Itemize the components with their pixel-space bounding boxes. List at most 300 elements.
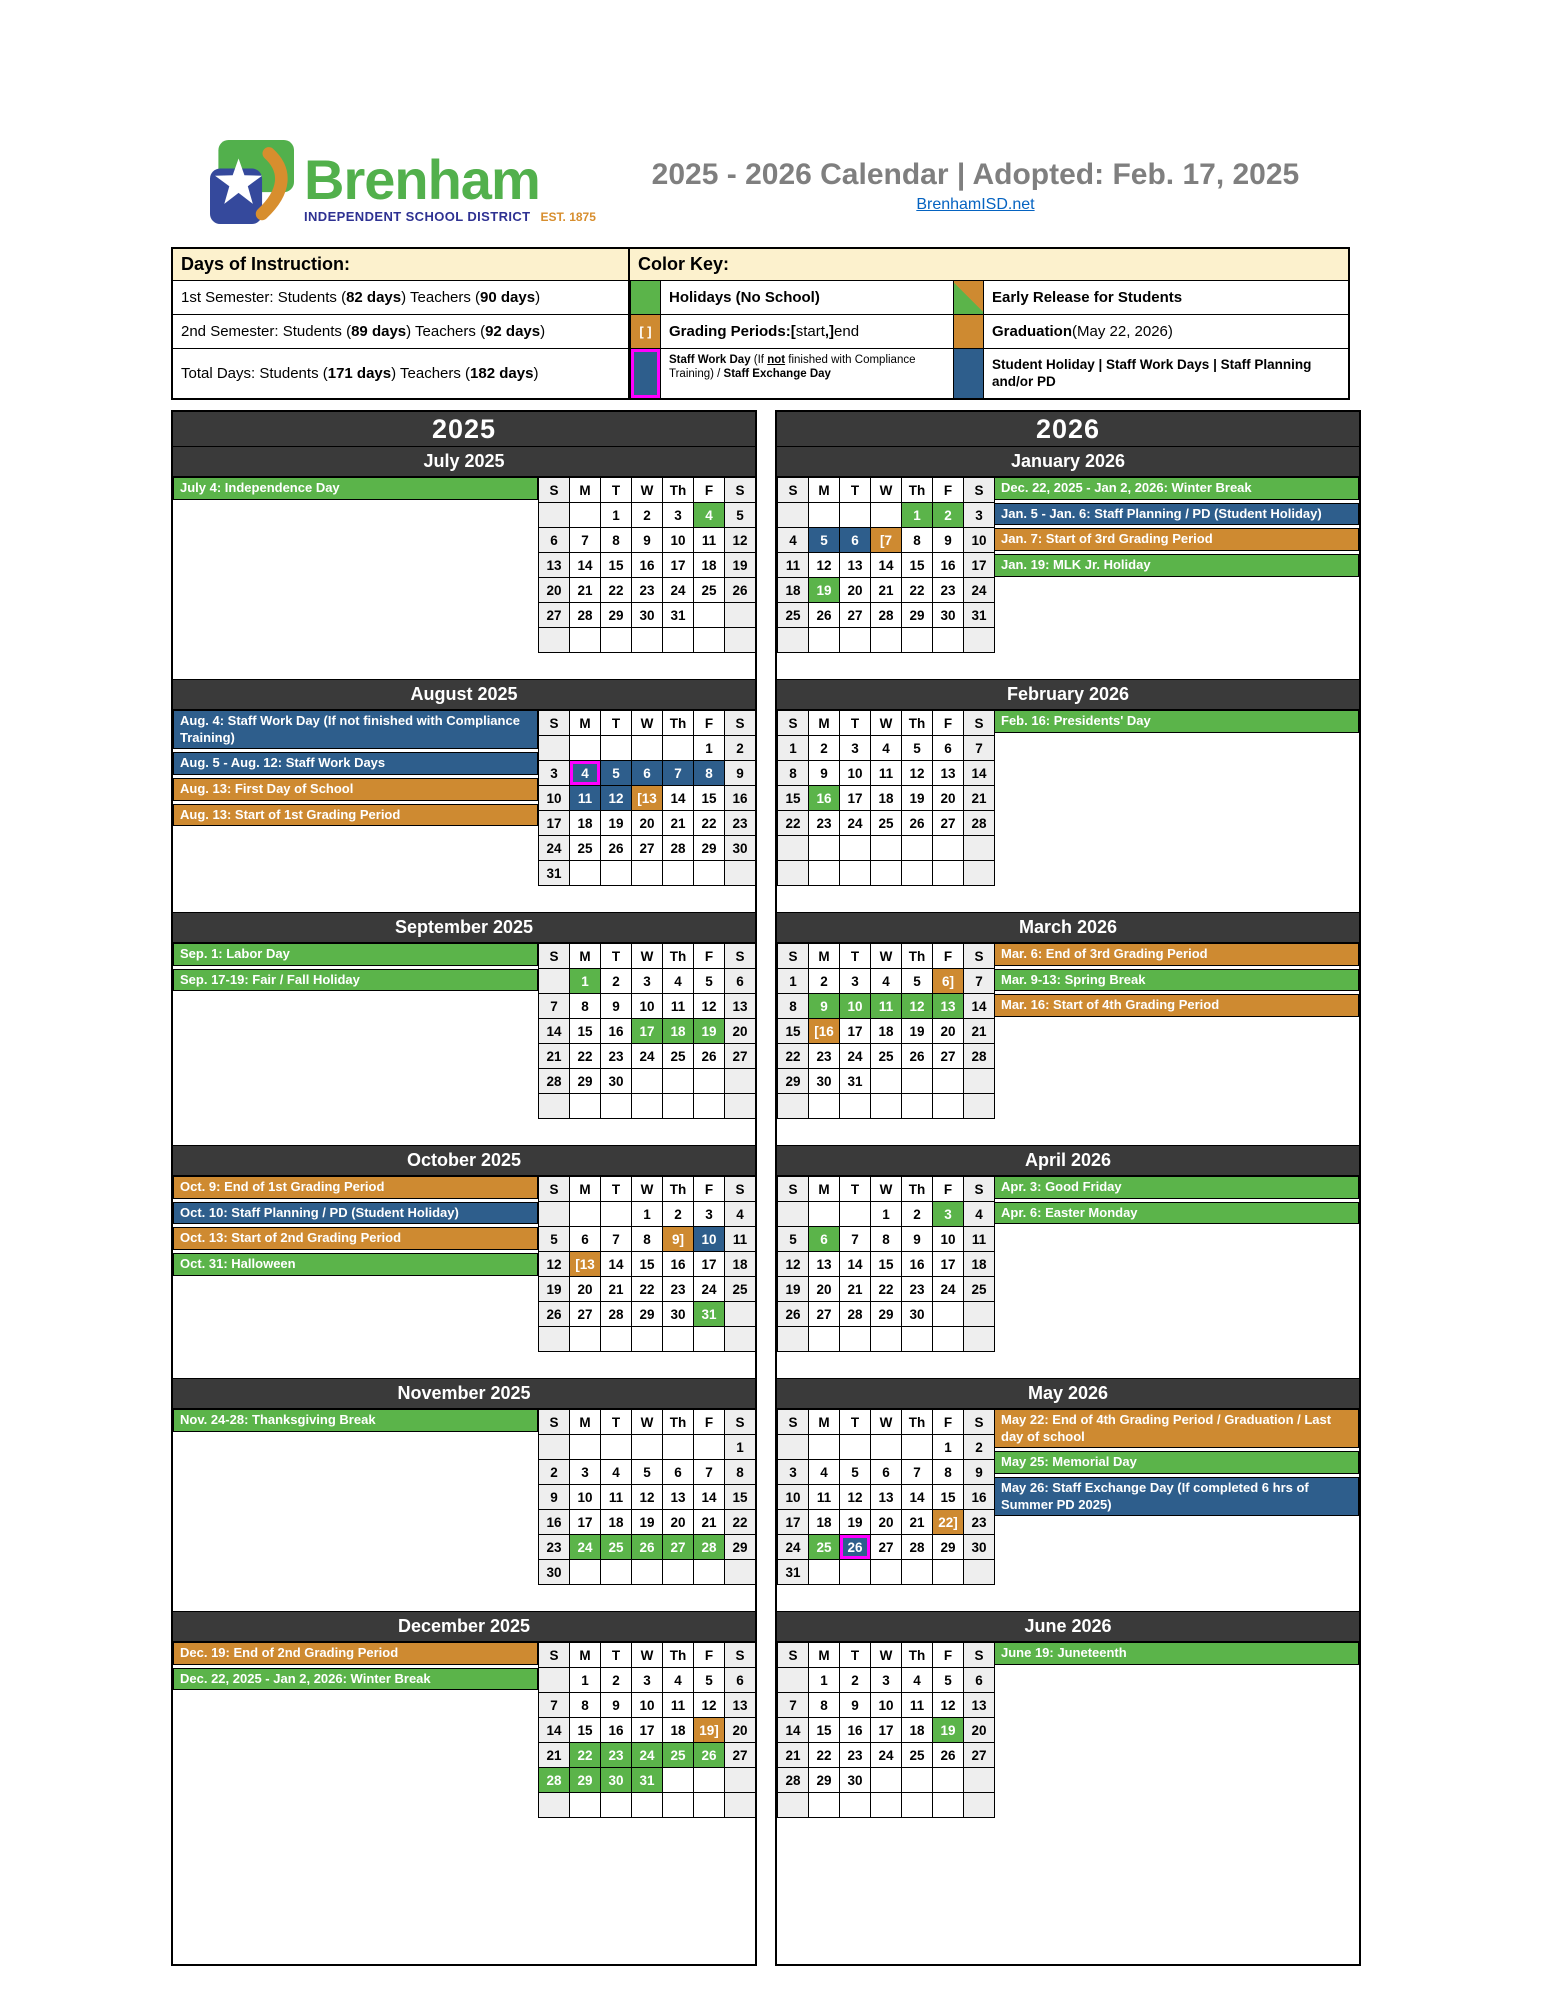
- legend-row-2: [173, 314, 1348, 348]
- day-header-cell: S: [539, 1177, 570, 1202]
- day-header-cell: W: [632, 1410, 663, 1435]
- day-cell: 18: [663, 1019, 694, 1044]
- empty-cell: [809, 1793, 840, 1818]
- empty-cell: [725, 1327, 756, 1352]
- day-header-cell: F: [933, 711, 964, 736]
- day-cell: 14: [778, 1718, 809, 1743]
- semester2-days: 2nd Semester: Students ( 89 days ) Teachers ( 92 days ): [173, 315, 630, 348]
- day-cell: 2: [601, 969, 632, 994]
- day-cell: 26: [809, 603, 840, 628]
- month-may-2026: [777, 1378, 1359, 1591]
- day-cell: 23: [601, 1044, 632, 1069]
- day-cell: 22: [601, 578, 632, 603]
- event-column: [173, 477, 538, 659]
- day-header-cell: S: [778, 1410, 809, 1435]
- day-header-cell: S: [778, 1643, 809, 1668]
- empty-cell: [933, 1768, 964, 1793]
- empty-cell: [964, 1302, 995, 1327]
- day-cell: 18: [601, 1510, 632, 1535]
- day-cell: 2: [601, 1668, 632, 1693]
- day-header-cell: Th: [902, 478, 933, 503]
- day-cell: 30: [601, 1069, 632, 1094]
- date-row: [778, 1435, 995, 1460]
- empty-cell: [964, 1327, 995, 1352]
- day-cell: 16: [601, 1718, 632, 1743]
- day-cell: 16: [725, 786, 756, 811]
- holiday-swatch: [630, 281, 661, 314]
- empty-cell: [539, 1668, 570, 1693]
- empty-cell: [809, 628, 840, 653]
- day-cell: 1: [871, 1202, 902, 1227]
- day-cell: 8: [809, 1693, 840, 1718]
- day-cell: 22: [632, 1277, 663, 1302]
- day-cell: 11: [663, 1693, 694, 1718]
- day-cell: 7: [902, 1460, 933, 1485]
- semester1-days: 1st Semester: Students ( 82 days ) Teachers ( 90 days ): [173, 281, 630, 314]
- empty-cell: [601, 628, 632, 653]
- event-column: [173, 1642, 538, 1824]
- month-grid: [538, 1176, 755, 1358]
- day-cell: 5: [809, 528, 840, 553]
- day-cell: 22: [570, 1743, 601, 1768]
- day-header-cell: T: [601, 711, 632, 736]
- day-cell: 18: [570, 811, 601, 836]
- day-cell: 5: [694, 969, 725, 994]
- student-holiday-label: Student Holiday | Staff Work Days | Staff Planning and/or PD: [992, 356, 1312, 389]
- empty-cell: [601, 736, 632, 761]
- day-cell: 8: [570, 1693, 601, 1718]
- date-row: [539, 628, 756, 653]
- day-header-row: [778, 478, 995, 503]
- date-row: [778, 503, 995, 528]
- day-cell: 26: [601, 836, 632, 861]
- day-header-cell: T: [601, 1643, 632, 1668]
- day-cell: 10: [778, 1485, 809, 1510]
- day-cell: 5: [902, 736, 933, 761]
- day-cell: 16: [809, 786, 840, 811]
- day-cell: 2: [725, 736, 756, 761]
- day-header-cell: F: [694, 1643, 725, 1668]
- month-body-august-2025: [173, 709, 755, 892]
- event-label: Aug. 4: Staff Work Day (If not finished with Compliance Training): [173, 710, 538, 749]
- day-cell: 12: [902, 994, 933, 1019]
- date-row: [778, 1044, 995, 1069]
- empty-cell: [725, 1768, 756, 1793]
- day-cell: 9: [933, 528, 964, 553]
- empty-cell: [570, 736, 601, 761]
- day-cell: 1: [778, 736, 809, 761]
- day-cell: 20: [725, 1718, 756, 1743]
- day-cell: 15: [809, 1718, 840, 1743]
- day-cell: 17: [964, 553, 995, 578]
- day-cell: 3: [933, 1202, 964, 1227]
- event-column: [994, 943, 1359, 1125]
- empty-cell: [601, 1094, 632, 1119]
- empty-cell: [809, 836, 840, 861]
- day-cell: [16: [809, 1019, 840, 1044]
- day-cell: 7: [539, 1693, 570, 1718]
- month-title-february-2026: February 2026: [777, 679, 1359, 709]
- date-row: [778, 1535, 995, 1560]
- day-cell: 13: [871, 1485, 902, 1510]
- day-cell: 17: [694, 1252, 725, 1277]
- day-cell: 31: [778, 1560, 809, 1585]
- day-header-cell: F: [694, 1177, 725, 1202]
- month-grid: [538, 710, 755, 892]
- month-body-april-2026: [777, 1175, 1359, 1358]
- day-cell: 15: [778, 1019, 809, 1044]
- empty-cell: [809, 1560, 840, 1585]
- date-row: [778, 1768, 995, 1793]
- day-cell: 7: [663, 761, 694, 786]
- date-row: [778, 1227, 995, 1252]
- day-cell: 12: [809, 553, 840, 578]
- event-column: [994, 477, 1359, 659]
- empty-cell: [840, 1327, 871, 1352]
- empty-cell: [539, 1793, 570, 1818]
- empty-cell: [663, 1094, 694, 1119]
- day-cell: 24: [570, 1535, 601, 1560]
- day-cell: 22: [778, 811, 809, 836]
- date-row: [778, 1560, 995, 1585]
- date-row: [539, 603, 756, 628]
- calendar-grid-table: [777, 710, 995, 886]
- day-cell: 18: [809, 1510, 840, 1535]
- day-cell: 9: [725, 761, 756, 786]
- day-header-row: [778, 1410, 995, 1435]
- legend-table: [171, 247, 1350, 400]
- day-cell: 9: [809, 994, 840, 1019]
- day-cell: 13: [539, 553, 570, 578]
- date-row: [539, 1460, 756, 1485]
- day-cell: 11: [902, 1693, 933, 1718]
- date-row: [539, 1069, 756, 1094]
- day-cell: 13: [725, 1693, 756, 1718]
- empty-cell: [539, 969, 570, 994]
- calendar-grid-table: [538, 1409, 756, 1585]
- day-header-cell: S: [539, 478, 570, 503]
- event-label: Dec. 22, 2025 - Jan 2, 2026: Winter Break: [173, 1668, 538, 1691]
- day-cell: 6: [725, 1668, 756, 1693]
- calendar-grid-table: [777, 477, 995, 653]
- day-cell: 28: [570, 603, 601, 628]
- event-label: Oct. 10: Staff Planning / PD (Student Holiday): [173, 1202, 538, 1225]
- date-row: [778, 1327, 995, 1352]
- day-header-cell: S: [964, 478, 995, 503]
- day-header-row: [778, 944, 995, 969]
- day-cell: 20: [871, 1510, 902, 1535]
- month-february-2026: [777, 679, 1359, 892]
- date-row: [778, 1202, 995, 1227]
- month-title-january-2026: January 2026: [777, 446, 1359, 476]
- day-header-cell: T: [840, 1410, 871, 1435]
- holiday-label: Holidays (No School): [669, 289, 820, 306]
- day-cell: 19: [632, 1510, 663, 1535]
- day-header-cell: M: [809, 1643, 840, 1668]
- day-cell: 8: [725, 1460, 756, 1485]
- day-header-row: [778, 1177, 995, 1202]
- district-established: EST. 1875: [540, 210, 596, 224]
- month-april-2026: [777, 1145, 1359, 1358]
- date-row: [778, 553, 995, 578]
- page-header: [210, 140, 1355, 224]
- day-cell: 9: [632, 528, 663, 553]
- day-header-cell: M: [809, 1177, 840, 1202]
- empty-cell: [933, 836, 964, 861]
- month-body-december-2025: [173, 1641, 755, 1824]
- date-row: [778, 969, 995, 994]
- event-label: Jan. 19: MLK Jr. Holiday: [994, 554, 1359, 577]
- day-cell: 23: [539, 1535, 570, 1560]
- date-row: [539, 811, 756, 836]
- day-cell: 30: [964, 1535, 995, 1560]
- empty-cell: [964, 836, 995, 861]
- day-cell: 16: [632, 553, 663, 578]
- day-cell: 13: [809, 1252, 840, 1277]
- month-grid: [777, 710, 994, 892]
- month-grid: [777, 943, 994, 1125]
- empty-cell: [840, 1202, 871, 1227]
- day-cell: 1: [809, 1668, 840, 1693]
- day-cell: 3: [694, 1202, 725, 1227]
- empty-cell: [840, 861, 871, 886]
- date-row: [778, 528, 995, 553]
- day-cell: 28: [778, 1768, 809, 1793]
- day-cell: 14: [964, 761, 995, 786]
- day-cell: 13: [933, 761, 964, 786]
- day-cell: 25: [902, 1743, 933, 1768]
- empty-cell: [840, 1560, 871, 1585]
- month-body-may-2026: [777, 1408, 1359, 1591]
- day-header-cell: S: [539, 944, 570, 969]
- day-cell: 21: [570, 578, 601, 603]
- day-cell: 16: [601, 1019, 632, 1044]
- legend-header-row: [173, 249, 1348, 280]
- day-cell: 27: [840, 603, 871, 628]
- day-cell: 27: [725, 1743, 756, 1768]
- empty-cell: [871, 1560, 902, 1585]
- day-header-row: [539, 1643, 756, 1668]
- district-subtitle: INDEPENDENT SCHOOL DISTRICT: [304, 209, 531, 224]
- day-header-cell: W: [632, 1643, 663, 1668]
- day-cell: 25: [778, 603, 809, 628]
- day-cell: 18: [902, 1718, 933, 1743]
- day-cell: 12: [933, 1693, 964, 1718]
- day-cell: 17: [570, 1510, 601, 1535]
- day-cell: 1: [601, 503, 632, 528]
- day-cell: 3: [570, 1460, 601, 1485]
- staff-work-day-label: Staff Work Day (If not finished with Compliance Training) / Staff Exchange Day: [669, 354, 916, 381]
- day-cell: 5: [694, 1668, 725, 1693]
- date-row: [778, 578, 995, 603]
- day-cell: 11: [725, 1227, 756, 1252]
- day-cell: 28: [902, 1535, 933, 1560]
- day-cell: 22: [725, 1510, 756, 1535]
- day-cell: 7: [601, 1227, 632, 1252]
- day-header-cell: S: [539, 1643, 570, 1668]
- month-body-september-2025: [173, 942, 755, 1125]
- day-cell: 31: [663, 603, 694, 628]
- day-cell: 7: [964, 969, 995, 994]
- day-cell: 18: [778, 578, 809, 603]
- day-cell: 13: [663, 1485, 694, 1510]
- day-header-row: [778, 1643, 995, 1668]
- day-cell: 24: [632, 1044, 663, 1069]
- day-header-cell: Th: [902, 1177, 933, 1202]
- empty-cell: [902, 1435, 933, 1460]
- day-cell: 8: [601, 528, 632, 553]
- day-cell: 3: [632, 969, 663, 994]
- day-cell: 10: [964, 528, 995, 553]
- day-header-cell: W: [632, 1177, 663, 1202]
- day-cell: 9]: [663, 1227, 694, 1252]
- empty-cell: [632, 628, 663, 653]
- day-cell: 21: [871, 578, 902, 603]
- day-cell: 29: [694, 836, 725, 861]
- day-cell: 30: [539, 1560, 570, 1585]
- district-name: Brenham: [304, 147, 540, 211]
- day-cell: 29: [778, 1069, 809, 1094]
- day-cell: [7: [871, 528, 902, 553]
- day-header-cell: S: [778, 478, 809, 503]
- day-cell: 7: [694, 1460, 725, 1485]
- empty-cell: [570, 628, 601, 653]
- day-cell: 13: [840, 553, 871, 578]
- day-cell: 10: [570, 1485, 601, 1510]
- day-cell: 28: [539, 1768, 570, 1793]
- empty-cell: [570, 861, 601, 886]
- empty-cell: [840, 1793, 871, 1818]
- day-cell: 21: [539, 1743, 570, 1768]
- day-cell: 12: [694, 1693, 725, 1718]
- day-cell: 19: [902, 1019, 933, 1044]
- day-cell: 29: [809, 1768, 840, 1793]
- day-cell: 28: [840, 1302, 871, 1327]
- day-cell: 7: [840, 1227, 871, 1252]
- event-label: June 19: Juneteenth: [994, 1642, 1359, 1665]
- empty-cell: [933, 1560, 964, 1585]
- day-cell: 16: [933, 553, 964, 578]
- day-cell: 1: [902, 503, 933, 528]
- day-cell: 27: [632, 836, 663, 861]
- day-cell: 23: [840, 1743, 871, 1768]
- day-cell: 11: [778, 553, 809, 578]
- day-cell: 19: [694, 1019, 725, 1044]
- empty-cell: [725, 1302, 756, 1327]
- day-cell: 5: [632, 1460, 663, 1485]
- day-header-cell: Th: [902, 711, 933, 736]
- empty-cell: [663, 628, 694, 653]
- empty-cell: [663, 1793, 694, 1818]
- empty-cell: [694, 1327, 725, 1352]
- date-row: [539, 1202, 756, 1227]
- day-cell: 27: [809, 1302, 840, 1327]
- day-header-cell: F: [933, 1410, 964, 1435]
- event-label: July 4: Independence Day: [173, 477, 538, 500]
- day-cell: 10: [539, 786, 570, 811]
- day-cell: 6: [933, 736, 964, 761]
- date-row: [778, 628, 995, 653]
- day-cell: 25: [663, 1044, 694, 1069]
- day-cell: 22: [694, 811, 725, 836]
- day-cell: 27: [964, 1743, 995, 1768]
- day-cell: 26: [902, 811, 933, 836]
- day-cell: 26: [902, 1044, 933, 1069]
- empty-cell: [539, 1327, 570, 1352]
- day-cell: 4: [601, 1460, 632, 1485]
- day-cell: 19: [778, 1277, 809, 1302]
- day-cell: 23: [964, 1510, 995, 1535]
- event-column: [173, 1176, 538, 1358]
- day-cell: 9: [964, 1460, 995, 1485]
- date-row: [539, 1094, 756, 1119]
- date-row: [539, 736, 756, 761]
- day-cell: 29: [871, 1302, 902, 1327]
- day-cell: 5: [601, 761, 632, 786]
- empty-cell: [725, 603, 756, 628]
- day-cell: 17: [663, 553, 694, 578]
- day-cell: 17: [871, 1718, 902, 1743]
- day-cell: 6: [725, 969, 756, 994]
- day-header-cell: T: [840, 1177, 871, 1202]
- day-cell: 4: [725, 1202, 756, 1227]
- date-row: [778, 861, 995, 886]
- day-header-cell: M: [809, 711, 840, 736]
- day-cell: 2: [809, 736, 840, 761]
- day-cell: 30: [840, 1768, 871, 1793]
- day-cell: 23: [933, 578, 964, 603]
- day-cell: 14: [840, 1252, 871, 1277]
- empty-cell: [632, 1560, 663, 1585]
- event-label: Aug. 5 - Aug. 12: Staff Work Days: [173, 752, 538, 775]
- early-release-swatch: [953, 281, 984, 314]
- day-cell: 16: [902, 1252, 933, 1277]
- day-cell: 17: [840, 1019, 871, 1044]
- empty-cell: [663, 1327, 694, 1352]
- day-cell: 8: [778, 761, 809, 786]
- day-cell: 9: [601, 994, 632, 1019]
- day-cell: 14: [663, 786, 694, 811]
- empty-cell: [933, 1069, 964, 1094]
- event-label: Apr. 3: Good Friday: [994, 1176, 1359, 1199]
- day-header-cell: F: [933, 1177, 964, 1202]
- event-column: [994, 1642, 1359, 1824]
- empty-cell: [809, 503, 840, 528]
- day-cell: 11: [871, 994, 902, 1019]
- day-cell: 11: [570, 786, 601, 811]
- day-header-cell: S: [725, 478, 756, 503]
- day-cell: 28: [871, 603, 902, 628]
- color-key-header: Color Key:: [638, 254, 730, 274]
- day-cell: 8: [871, 1227, 902, 1252]
- day-cell: 25: [964, 1277, 995, 1302]
- date-row: [539, 761, 756, 786]
- day-cell: 18: [694, 553, 725, 578]
- event-column: [173, 1409, 538, 1591]
- day-header-cell: W: [632, 944, 663, 969]
- empty-cell: [809, 1327, 840, 1352]
- day-header-cell: S: [725, 1177, 756, 1202]
- day-cell: 17: [539, 811, 570, 836]
- calendar-grid-table: [538, 710, 756, 886]
- day-cell: 27: [933, 811, 964, 836]
- day-cell: 27: [933, 1044, 964, 1069]
- date-row: [778, 736, 995, 761]
- district-website-link[interactable]: BrenhamISD.net: [916, 196, 1035, 213]
- day-header-cell: S: [725, 1410, 756, 1435]
- day-header-cell: T: [840, 1643, 871, 1668]
- month-grid: [777, 1642, 994, 1824]
